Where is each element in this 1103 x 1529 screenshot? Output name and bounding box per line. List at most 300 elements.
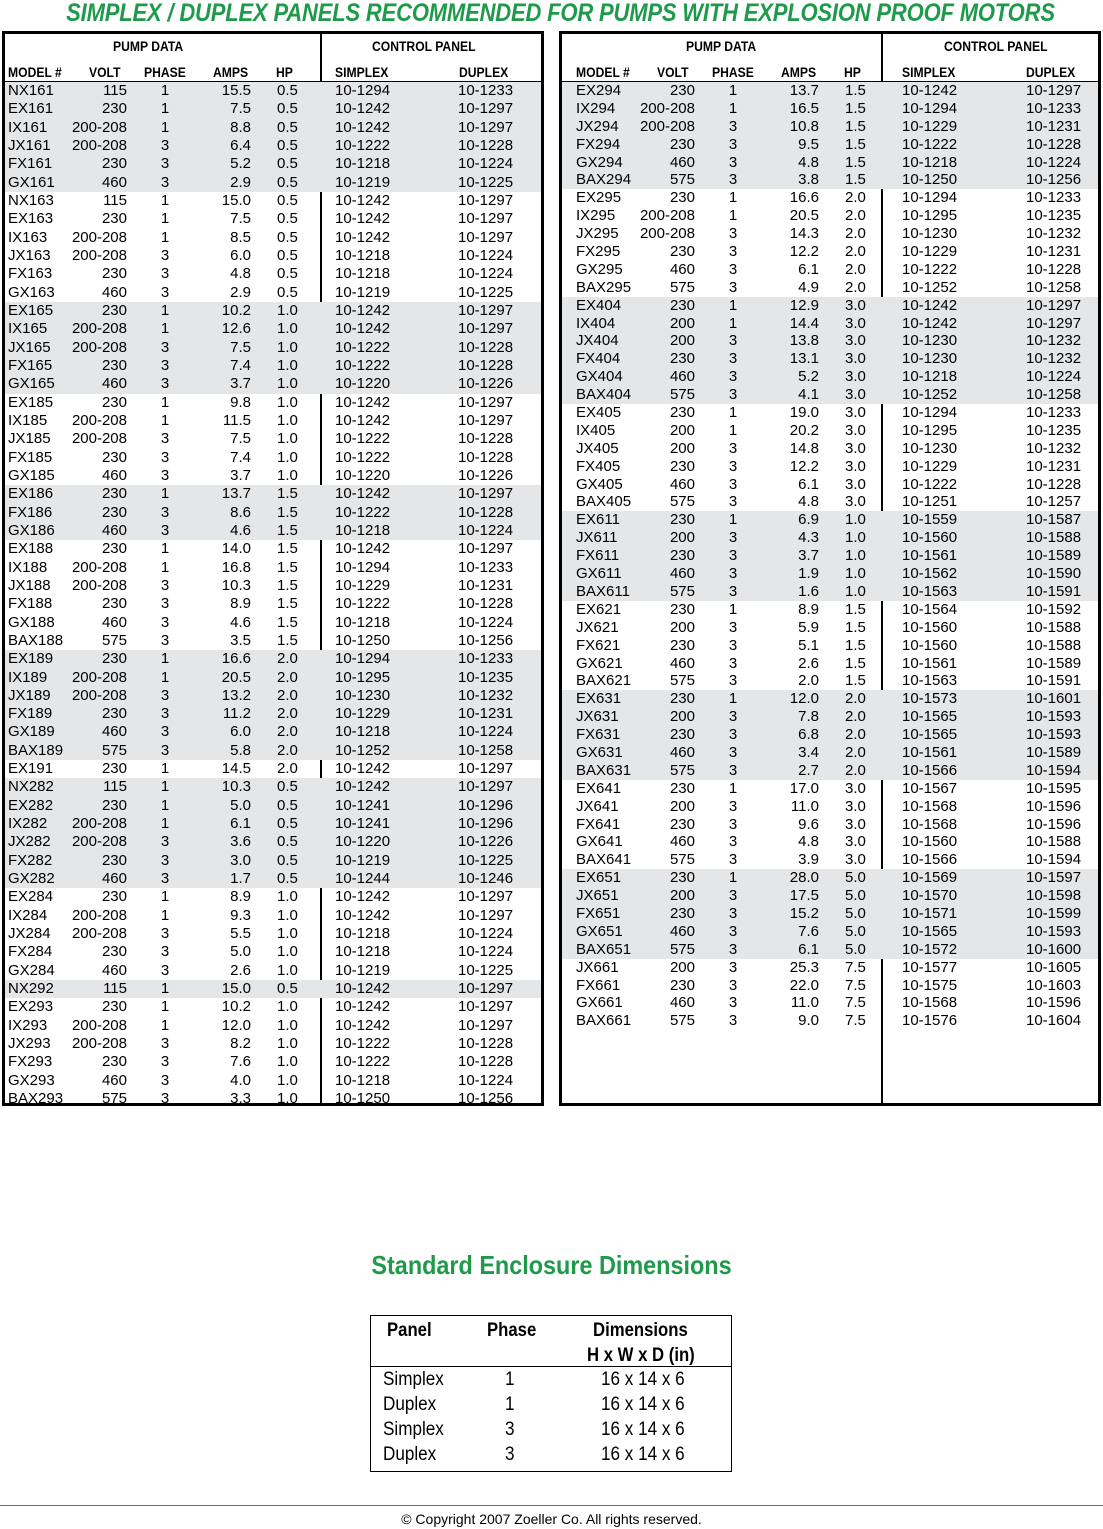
cell-duplex: 10-1593 [1026,922,1082,940]
col-amps: AMPS [781,65,817,80]
table-row [5,339,541,357]
cell-model: GX282 [8,870,55,888]
cell-hp: 2.0 [845,708,866,726]
table-row [5,1072,541,1090]
cell-hp: 2.0 [845,690,866,708]
cell-model: FX611 [576,547,620,565]
cell-simplex: 10-1244 [335,870,391,888]
cell-model: JX661 [576,958,619,976]
cell-volt: 200-208 [71,118,127,136]
cell-volt: 460 [101,870,127,888]
cell-model: JX621 [576,618,619,636]
cell-model: GX163 [8,283,55,301]
table-row [562,207,1098,225]
cell-hp: 2.0 [845,743,866,761]
cell-volt: 230 [101,760,127,778]
cell-model: NX292 [8,980,54,998]
cell-model: IX165 [8,320,48,338]
cell-amps: 11.0 [790,994,819,1012]
cell-model: BAX189 [8,741,64,759]
table-row [5,577,541,595]
control-panel-header: CONTROL PANEL [944,39,1048,54]
cell-phase: 1 [160,411,170,429]
cell-phase: 3 [728,493,738,511]
cell-model: IX294 [576,99,616,117]
cell-phase: 3 [728,726,738,744]
cell-volt: 460 [669,565,695,583]
cell-phase: 3 [160,173,170,191]
cell-phase: 3 [160,503,170,521]
cell-volt: 460 [669,368,695,386]
cell-model: IX189 [8,668,48,686]
cell-volt: 460 [101,283,127,301]
table-row [562,941,1098,959]
cell-hp: 1.5 [845,171,866,189]
cell-phase: 1 [728,511,738,529]
table-row [5,723,541,741]
cell-amps: 3.3 [230,1090,251,1108]
cell-hp: 1.0 [277,998,298,1016]
cell-volt: 230 [101,210,127,228]
cell-hp: 2.0 [845,278,866,296]
cell-simplex: 10-1294 [902,99,958,117]
cell-simplex: 10-1218 [335,723,391,741]
cell-simplex: 10-1229 [335,576,391,594]
cell-hp: 3.0 [845,386,866,404]
cell-volt: 460 [669,654,695,672]
cell-amps: 5.2 [230,155,251,173]
cell-simplex: 10-1294 [335,558,391,576]
cell-simplex: 10-1560 [902,636,958,654]
cell-phase: 1 [160,1016,170,1034]
cell-duplex: 10-1603 [1026,976,1082,994]
cell-simplex: 10-1565 [902,922,958,940]
cell-model: FX185 [8,448,53,466]
cell-hp: 1.0 [277,1035,298,1053]
cell-duplex: 10-1228 [458,503,514,521]
cell-volt: 230 [101,540,127,558]
table-row [562,386,1098,404]
cell-hp: 1.5 [845,636,866,654]
cell-simplex: 10-1242 [335,888,391,906]
cell-amps: 12.2 [789,457,819,475]
cell-simplex: 10-1566 [902,851,958,869]
cell-volt: 575 [101,741,127,759]
cell-amps: 2.9 [230,283,251,301]
cell-amps: 7.6 [230,1053,251,1071]
cell-amps: 4.8 [798,493,819,511]
cell-duplex: 10-1593 [1026,726,1082,744]
cell-volt: 460 [669,260,695,278]
cell-amps: 2.7 [798,761,819,779]
cell-hp: 1.0 [277,888,298,906]
table-row [5,943,541,961]
cell-simplex: 10-1252 [902,386,958,404]
cell-hp: 0.5 [277,265,298,283]
cell-amps: 25.3 [789,958,819,976]
cell-amps: 8.2 [230,1035,251,1053]
cell-model: EX294 [576,82,622,99]
cell-simplex: 10-1294 [902,404,958,422]
cell-simplex: 10-1230 [902,225,958,243]
cell-volt: 460 [669,833,695,851]
cell-hp: 3.0 [845,475,866,493]
cell-model: BAX631 [576,761,632,779]
cell-model: EX404 [576,296,622,314]
table-row [562,404,1098,422]
enclosure-title: Standard Enclosure Dimensions [371,1250,732,1280]
cell-model: JX165 [8,338,51,356]
cell-duplex: 10-1224 [458,613,514,631]
cell-volt: 575 [669,171,695,189]
cell-duplex: 10-1297 [458,100,514,118]
cell-volt: 200-208 [71,411,127,429]
table-row [5,742,541,760]
col-simplex: SIMPLEX [902,65,956,80]
cell-volt: 200-208 [71,576,127,594]
col-model: MODEL # [576,65,630,80]
cell-simplex: 10-1218 [335,246,391,264]
cell-duplex: 10-1233 [458,82,514,99]
cell-simplex: 10-1242 [335,301,391,319]
col-duplex: DUPLEX [1026,65,1076,80]
cell-phase: 3 [728,278,738,296]
cell-phase: 3 [160,448,170,466]
cell-hp: 1.5 [845,672,866,690]
cell-duplex: 10-1297 [458,998,514,1016]
cell-duplex: 10-1297 [458,760,514,778]
cell-volt: 575 [669,851,695,869]
cell-model: JX631 [576,708,619,726]
table-row [5,705,541,723]
table-row [5,210,541,228]
table-row [5,760,541,778]
cell-duplex: 10-1605 [1026,958,1082,976]
cell-phase: 3 [728,618,738,636]
enclosure-cell-dimensions: 16 x 14 x 6 [601,1444,685,1465]
cell-hp: 0.5 [277,283,298,301]
cell-hp: 3.0 [845,779,866,797]
cell-hp: 3.0 [845,404,866,422]
cell-amps: 12.2 [789,243,819,261]
col-simplex: SIMPLEX [335,65,389,80]
cell-duplex: 10-1225 [458,961,514,979]
cell-duplex: 10-1599 [1026,904,1082,922]
cell-phase: 3 [728,922,738,940]
cell-duplex: 10-1588 [1026,529,1082,547]
cell-simplex: 10-1218 [902,368,958,386]
col-volt: VOLT [657,65,689,80]
cell-model: FX294 [576,135,621,153]
cell-amps: 3.0 [230,851,251,869]
cell-duplex: 10-1224 [458,265,514,283]
cell-phase: 3 [160,466,170,484]
cell-simplex: 10-1219 [335,851,391,869]
cell-phase: 3 [160,136,170,154]
cell-hp: 2.0 [845,761,866,779]
cell-duplex: 10-1596 [1026,797,1082,815]
cell-phase: 3 [728,547,738,565]
cell-simplex: 10-1218 [335,155,391,173]
cell-duplex: 10-1297 [1026,296,1082,314]
cell-hp: 1.5 [277,540,298,558]
cell-phase: 1 [160,82,170,99]
table-row [5,632,541,650]
table-row [5,595,541,613]
cell-duplex: 10-1593 [1026,708,1082,726]
cell-simplex: 10-1229 [335,705,391,723]
table-row [562,977,1098,995]
cell-duplex: 10-1297 [1026,82,1082,99]
cell-phase: 3 [728,940,738,958]
cell-volt: 230 [101,650,127,668]
cell-amps: 3.5 [230,631,251,649]
col-volt: VOLT [89,65,121,80]
cell-amps: 10.2 [221,301,251,319]
cell-duplex: 10-1224 [458,943,514,961]
cell-phase: 3 [160,943,170,961]
cell-phase: 1 [160,888,170,906]
cell-hp: 2.0 [845,243,866,261]
cell-phase: 1 [160,760,170,778]
cell-duplex: 10-1589 [1026,547,1082,565]
cell-simplex: 10-1559 [902,511,958,529]
cell-duplex: 10-1596 [1026,815,1082,833]
cell-phase: 3 [160,851,170,869]
table-row [562,547,1098,565]
page-title: SIMPLEX / DUPLEX PANELS RECOMMENDED FOR PUMPS WITH EXPLOSION PROOF MOTORS [66,0,1055,27]
cell-duplex: 10-1224 [1026,153,1082,171]
table-row [5,82,541,100]
enclosure-table [370,1315,732,1472]
enclosure-cell-panel: Simplex [383,1419,444,1440]
cell-duplex: 10-1297 [458,118,514,136]
cell-phase: 3 [160,1053,170,1071]
cell-amps: 1.9 [798,565,819,583]
cell-simplex: 10-1242 [902,82,958,99]
cell-hp: 0.5 [277,191,298,209]
cell-phase: 3 [728,815,738,833]
cell-model: IX284 [8,906,48,924]
cell-amps: 3.7 [230,466,251,484]
cell-model: GX295 [576,260,623,278]
table-row [5,797,541,815]
cell-phase: 3 [160,375,170,393]
cell-phase: 1 [160,778,170,796]
cell-duplex: 10-1297 [458,393,514,411]
cell-phase: 3 [728,887,738,905]
cell-duplex: 10-1595 [1026,779,1082,797]
table-row [5,155,541,173]
cell-volt: 200 [669,314,695,332]
cell-volt: 230 [101,851,127,869]
cell-duplex: 10-1228 [458,356,514,374]
column-header-row [562,60,1098,82]
cell-hp: 2.0 [845,260,866,278]
cell-phase: 3 [160,705,170,723]
cell-hp: 1.5 [845,600,866,618]
cell-duplex: 10-1297 [458,485,514,503]
cell-duplex: 10-1225 [458,173,514,191]
cell-amps: 16.5 [789,99,819,117]
cell-duplex: 10-1231 [1026,117,1082,135]
cell-duplex: 10-1601 [1026,690,1082,708]
cell-duplex: 10-1256 [458,631,514,649]
cell-amps: 12.9 [789,296,819,314]
cell-model: FX651 [576,904,621,922]
cell-amps: 19.0 [789,404,819,422]
cell-duplex: 10-1232 [1026,332,1082,350]
table-row [5,1035,541,1053]
cell-duplex: 10-1228 [458,430,514,448]
table-row [562,833,1098,851]
cell-model: GX165 [8,375,55,393]
cell-volt: 200-208 [639,207,695,225]
cell-amps: 7.8 [798,708,819,726]
cell-model: JX161 [8,136,51,154]
cell-volt: 200-208 [71,1035,127,1053]
cell-duplex: 10-1296 [458,796,514,814]
cell-phase: 3 [160,961,170,979]
cell-model: BAX293 [8,1090,64,1108]
cell-volt: 200 [669,618,695,636]
cell-phase: 3 [728,851,738,869]
cell-amps: 15.0 [221,980,251,998]
cell-simplex: 10-1295 [335,668,391,686]
cell-simplex: 10-1222 [335,503,391,521]
cell-amps: 12.0 [789,690,819,708]
cell-volt: 460 [101,375,127,393]
cell-volt: 460 [101,961,127,979]
cell-amps: 9.5 [798,135,819,153]
cell-model: GX189 [8,723,55,741]
cell-phase: 1 [160,210,170,228]
table-row [562,726,1098,744]
cell-amps: 3.4 [798,743,819,761]
cell-phase: 3 [728,350,738,368]
table-row [562,583,1098,601]
control-panel-header: CONTROL PANEL [372,39,476,54]
cell-simplex: 10-1561 [902,547,958,565]
cell-model: BAX188 [8,631,64,649]
cell-duplex: 10-1297 [458,778,514,796]
cell-amps: 2.9 [230,173,251,191]
cell-volt: 200-208 [639,117,695,135]
cell-amps: 8.6 [230,503,251,521]
cell-volt: 200-208 [71,246,127,264]
cell-amps: 6.1 [798,940,819,958]
cell-simplex: 10-1573 [902,690,958,708]
cell-model: EX295 [576,189,622,207]
cell-duplex: 10-1256 [458,1090,514,1108]
cell-phase: 1 [160,485,170,503]
cell-phase: 1 [728,404,738,422]
cell-model: GX161 [8,173,55,191]
cell-duplex: 10-1228 [458,136,514,154]
cell-amps: 1.6 [798,582,819,600]
cell-volt: 460 [101,173,127,191]
cell-duplex: 10-1258 [458,741,514,759]
cell-phase: 3 [160,595,170,613]
cell-volt: 200-208 [71,1016,127,1034]
cell-amps: 8.9 [230,595,251,613]
cell-hp: 3.0 [845,368,866,386]
table-row [562,189,1098,207]
cell-amps: 12.0 [221,1016,251,1034]
cell-model: EX191 [8,760,54,778]
cell-amps: 9.0 [798,1012,819,1030]
table-row [5,815,541,833]
cell-phase: 3 [728,582,738,600]
table-row [562,923,1098,941]
cell-model: GX611 [576,565,622,583]
cell-model: NX161 [8,82,54,99]
cell-hp: 1.0 [845,565,866,583]
cell-phase: 1 [160,100,170,118]
table-row [562,350,1098,368]
cell-duplex: 10-1588 [1026,833,1082,851]
cell-phase: 3 [728,135,738,153]
cell-volt: 230 [101,796,127,814]
cell-hp: 1.0 [845,529,866,547]
cell-simplex: 10-1218 [335,613,391,631]
cell-model: BAX405 [576,493,632,511]
cell-phase: 1 [728,869,738,887]
cell-hp: 2.0 [845,207,866,225]
cell-model: FX404 [576,350,621,368]
cell-simplex: 10-1219 [335,961,391,979]
cell-model: EX185 [8,393,54,411]
cell-duplex: 10-1600 [1026,940,1082,958]
cell-model: IX405 [576,421,616,439]
cell-hp: 5.0 [845,887,866,905]
cell-volt: 230 [669,636,695,654]
table-row [5,980,541,998]
cell-phase: 3 [728,529,738,547]
cell-volt: 230 [669,779,695,797]
cell-simplex: 10-1242 [335,320,391,338]
cell-phase: 3 [728,225,738,243]
table-row [5,852,541,870]
table-row [562,154,1098,172]
enclosure-cell-panel: Simplex [383,1369,444,1390]
cell-amps: 4.0 [230,1071,251,1089]
cell-volt: 200-208 [71,686,127,704]
table-row [5,650,541,668]
cell-model: EX186 [8,485,54,503]
cell-amps: 4.9 [798,278,819,296]
cell-hp: 1.0 [277,301,298,319]
table-row [5,174,541,192]
cell-simplex: 10-1242 [335,210,391,228]
cell-hp: 7.5 [845,994,866,1012]
cell-amps: 6.0 [230,246,251,264]
cell-duplex: 10-1232 [1026,225,1082,243]
cell-amps: 20.5 [789,207,819,225]
cell-hp: 1.0 [277,1053,298,1071]
cell-amps: 15.0 [221,191,251,209]
group-header-row [5,34,541,60]
table-row [5,357,541,375]
cell-amps: 14.0 [221,540,251,558]
cell-amps: 10.2 [221,998,251,1016]
table-row [562,780,1098,798]
table-row [562,994,1098,1012]
cell-model: FX165 [8,356,53,374]
cell-model: EX293 [8,998,54,1016]
cell-hp: 3.0 [845,457,866,475]
table-row [562,708,1098,726]
